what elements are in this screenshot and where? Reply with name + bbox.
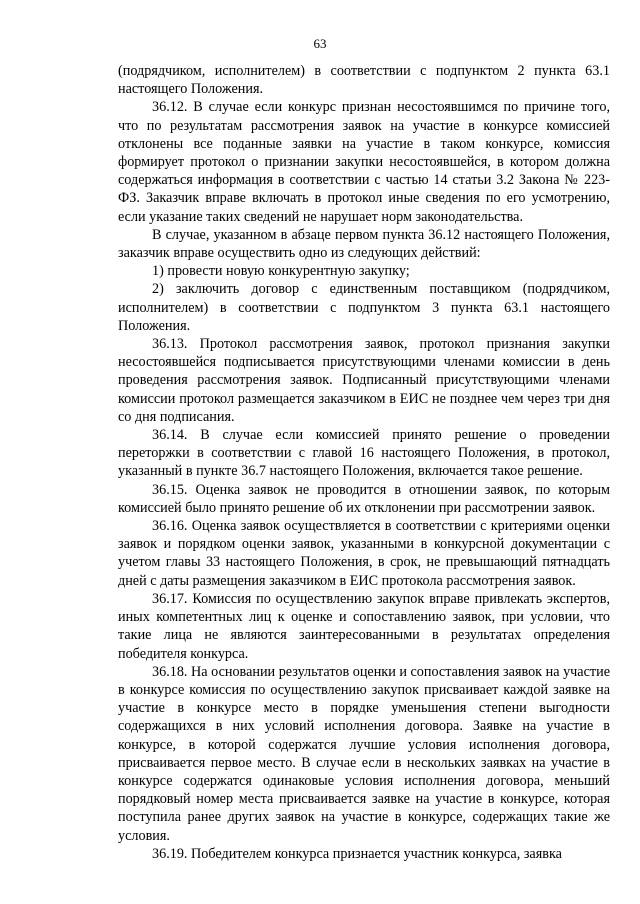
paragraph-36-12-case: В случае, указанном в абзаце первом пункта 36.12 настоящего Положения, заказчик вправе осуществить одно из следующих действий: bbox=[118, 226, 610, 262]
paragraph-option-1: 1) провести новую конкурентную закупку; bbox=[152, 263, 410, 280]
document-body bbox=[118, 62, 610, 863]
page-number: 63 bbox=[313, 36, 327, 51]
paragraph-36-13: 36.13. Протокол рассмотрения заявок, протокол признания закупки несостоявшейся подписывается присутствующими членами комиссии в день проведения рассмотрения заявок. Подписанный присутствующими членами комиссии протокол размещается заказчиком в ЕИС не позднее чем через три дня со дня подписания. bbox=[118, 336, 610, 425]
paragraph-36-16: 36.16. Оценка заявок осуществляется в соответствии с критериями оценки заявок и порядком оценки заявок, указанными в конкурсной документации с учетом главы 33 настоящего Положения, в срок, не превышающий пятнадцать дней с даты размещения заказчиком в ЕИС протокола рассмотрения заявок. bbox=[118, 518, 610, 589]
paragraph-continuation: (подрядчиком, исполнителем) в соответствии с подпунктом 2 пункта 63.1 настоящего Положения. bbox=[118, 63, 610, 98]
paragraph-36-17: 36.17. Комиссия по осуществлению закупок вправе привлекать экспертов, иных компетентных лиц к оценке и сопоставлению заявок, при условии, что такие лица не являются заинтересованными в результатах определения победителя конкурса. bbox=[118, 590, 610, 662]
paragraph-36-14: 36.14. В случае если комиссией принято решение о проведении переторжки в соответствии с главой 16 настоящего Положения, в протокол, указанный в пункте 36.7 настоящего Положения, включается такое решение. bbox=[118, 427, 610, 480]
paragraph-36-19: 36.19. Победителем конкурса признается участник конкурса, заявка bbox=[152, 845, 562, 862]
paragraph-36-12: 36.12. В случае если конкурс признан несостоявшимся по причине того, что по результатам рассмотрения заявок на участие в конкурсе комиссией отклонены все поданные заявки на участие в таком конкурсе, комиссия формирует протокол о признании закупки несостоявшейся, в котором должна содержаться информация в соответствии с частью 14 статьи 3.2 Закона № 223-ФЗ. Заказчик вправе включать в протокол иные сведения по его усмотрению, если указание таких сведений не нарушает норм законодательства. bbox=[118, 99, 610, 225]
paragraph-option-2: 2) заключить договор с единственным поставщиком (подрядчиком, исполнителем) в соответствии с подпунктом 3 пункта 63.1 настоящего Положения. bbox=[118, 281, 610, 334]
paragraph-36-15: 36.15. Оценка заявок не проводится в отношении заявок, по которым комиссией было принято решение об их отклонении при рассмотрении заявок. bbox=[118, 481, 610, 516]
paragraph-36-18: 36.18. На основании результатов оценки и сопоставления заявок на участие в конкурсе комиссия по осуществлению закупок присваивает каждой заявке на участие в конкурсе место в порядке уменьшения степени выгодности содержащихся в них условий исполнения договора. Заявке на участие в конкурсе, в которой содержатся лучшие условия исполнения договора, присваивается первое место. В случае если в нескольких заявках на участие в конкурсе содержатся одинаковые условия исполнения договора, меньший порядковый номер места присваивается заявке на участие в конкурсе, которая поступила ранее других заявок на участие в конкурсе, содержащих такие же условия. bbox=[118, 663, 610, 844]
